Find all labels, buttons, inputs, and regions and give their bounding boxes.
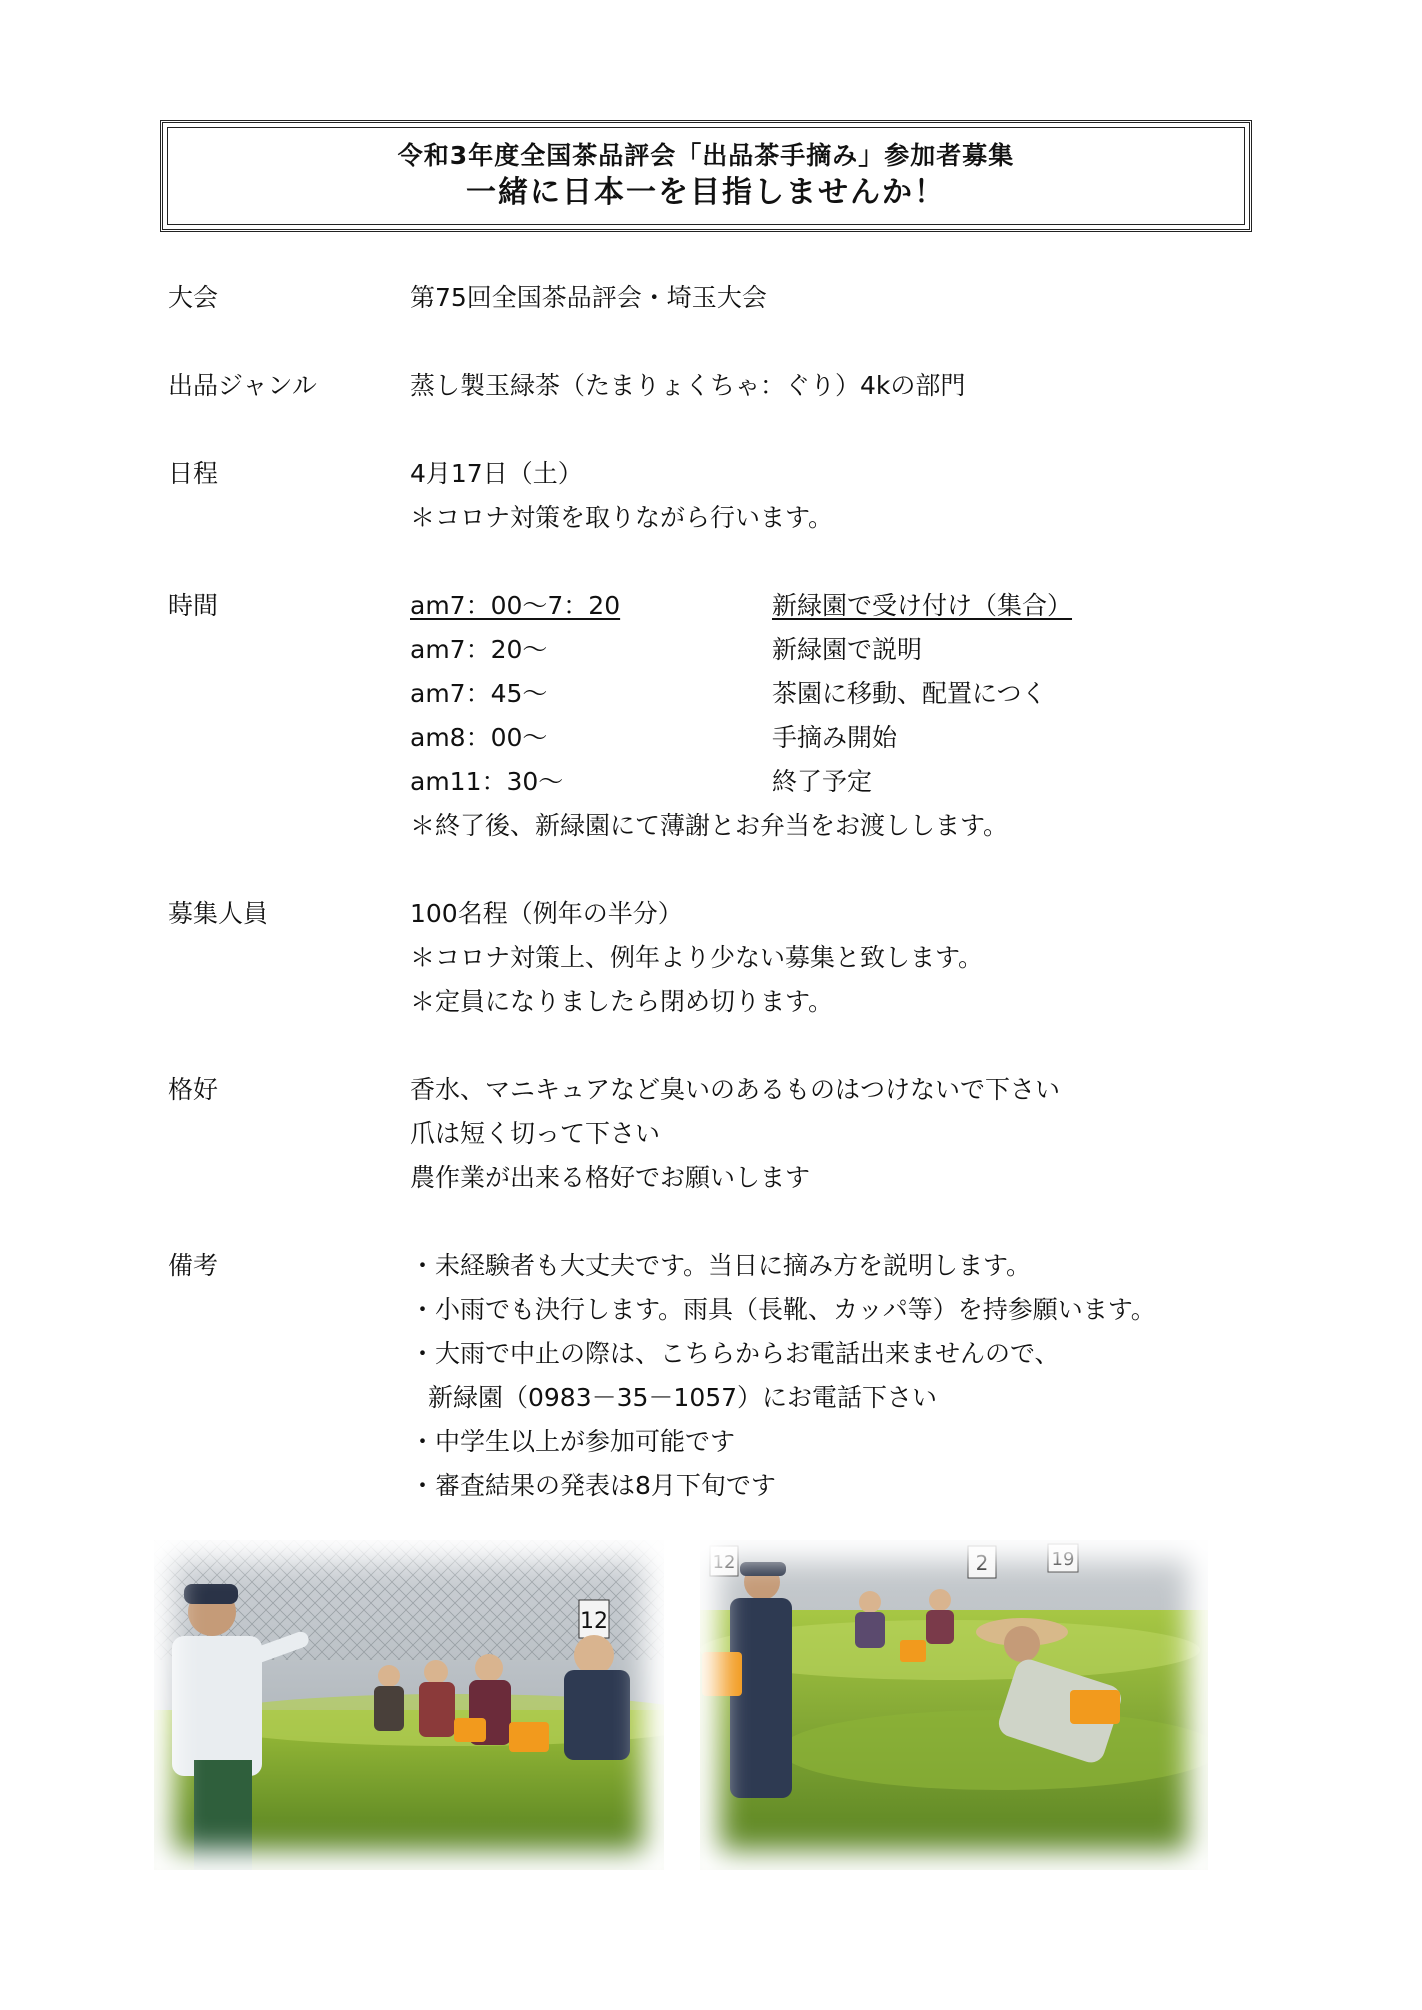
title-box	[160, 120, 1252, 232]
label-taikai: 大会	[168, 283, 219, 312]
time-desc: 新緑園で受け付け（集合）	[772, 591, 1073, 620]
notes-line: 新緑園（0983－35－1057）にお電話下さい	[428, 1383, 938, 1412]
notes-line: ・審査結果の発表は8月下旬です	[410, 1471, 776, 1500]
svg-text:12: 12	[580, 1609, 608, 1634]
title-inner	[167, 127, 1245, 225]
time-desc: 新緑園で説明	[772, 635, 923, 664]
value-taikai: 第75回全国茶品評会・埼玉大会	[410, 283, 767, 312]
attire-line: 爪は短く切って下さい	[410, 1119, 661, 1148]
svg-text:19: 19	[1051, 1549, 1075, 1570]
recruit-line: ＊定員になりましたら閉め切ります。	[410, 987, 834, 1016]
time-start: am11：30～	[410, 767, 564, 796]
label-notes: 備考	[168, 1251, 219, 1280]
attire-line: 香水、マニキュアなど臭いのあるものはつけないで下さい	[410, 1075, 1061, 1104]
notes-line: ・中学生以上が参加可能です	[410, 1427, 736, 1456]
title-line-2: 一緒に日本一を目指しませんか！	[466, 175, 946, 210]
tea-picking-photo-right	[700, 1540, 1208, 1870]
schedule-note: ＊コロナ対策を取りながら行います。	[410, 503, 834, 532]
schedule-date: 4月17日（土）	[410, 459, 583, 488]
recruit-line: ＊コロナ対策上、例年より少ない募集と致します。	[410, 943, 984, 972]
value-genre: 蒸し製玉緑茶（たまりょくちゃ：ぐり）4kの部門	[410, 371, 966, 400]
recruit-line: 100名程（例年の半分）	[410, 899, 683, 928]
notes-line: ・小雨でも決行します。雨具（長靴、カッパ等）を持参願います。	[410, 1295, 1156, 1324]
notes-line: ・未経験者も大丈夫です。当日に摘み方を説明します。	[410, 1251, 1032, 1280]
time-row	[410, 672, 1310, 716]
label-recruit: 募集人員	[168, 899, 269, 928]
label-schedule: 日程	[168, 459, 219, 488]
svg-text:2: 2	[975, 1551, 989, 1575]
time-desc: 終了予定	[772, 767, 873, 796]
time-note: ＊終了後、新緑園にて薄謝とお弁当をお渡しします。	[410, 811, 1009, 840]
time-row	[410, 716, 1310, 760]
notes-line: ・大雨で中止の際は、こちらからお電話出来ませんので、	[410, 1339, 1060, 1368]
time-start: am7：20～	[410, 635, 548, 664]
label-time: 時間	[168, 591, 219, 620]
time-row	[410, 760, 1310, 804]
time-row	[410, 584, 1310, 628]
time-start: am7：45～	[410, 679, 548, 708]
time-start: am8：00～	[410, 723, 548, 752]
tea-picking-photo-left	[154, 1540, 664, 1870]
time-desc: 手摘み開始	[772, 723, 898, 752]
attire-line: 農作業が出来る格好でお願いします	[410, 1163, 811, 1192]
time-desc: 茶園に移動、配置につく	[772, 679, 1047, 708]
svg-text:12: 12	[712, 1552, 736, 1573]
label-attire: 格好	[168, 1075, 219, 1104]
time-row	[410, 628, 1310, 672]
time-start: am7：00～7：20	[410, 591, 621, 620]
label-genre: 出品ジャンル	[168, 371, 317, 400]
title-line-1: 令和3年度全国茶品評会「出品茶手摘み」参加者募集	[397, 141, 1015, 170]
